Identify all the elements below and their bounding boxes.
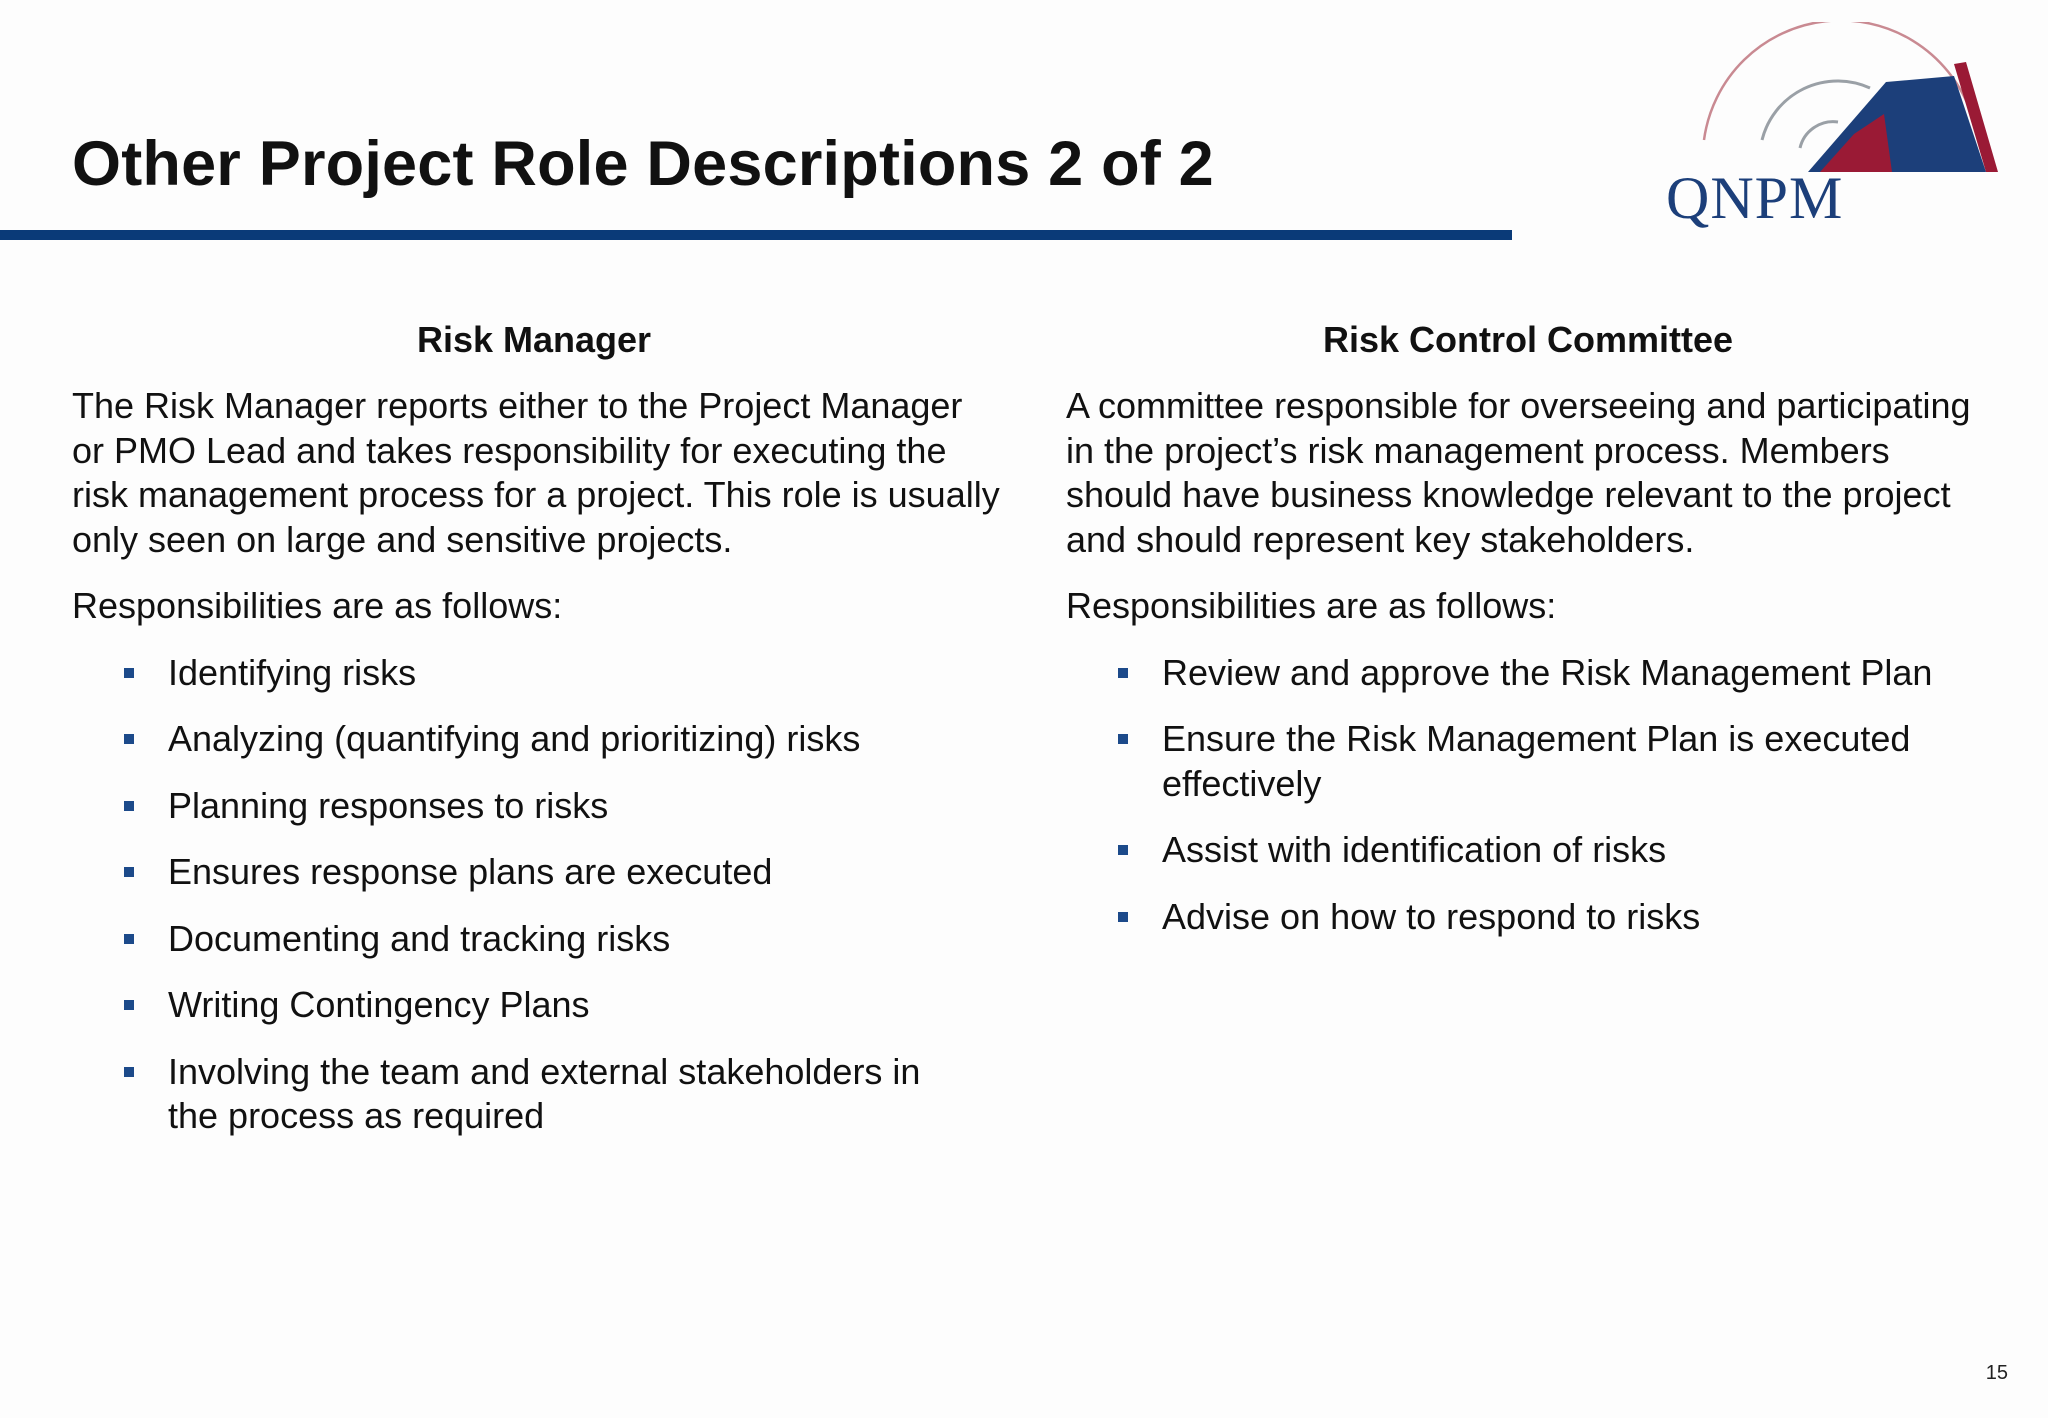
risk-manager-section: [72, 318, 1002, 1139]
list-item: [1066, 717, 1986, 806]
list-item: [1066, 895, 1986, 940]
list-item-text: Advise on how to respond to risks: [1162, 895, 1701, 937]
risk-control-committee-responsibilities-list: [1066, 651, 1986, 940]
bullet-square-icon: [124, 1000, 134, 1010]
risk-manager-responsibilities-intro: Responsibilities are as follows:: [72, 585, 563, 626]
risk-manager-responsibilities-list: [72, 651, 1002, 1139]
list-item-text: Planning responses to risks: [168, 784, 609, 826]
bullet-square-icon: [124, 934, 134, 944]
list-item: [72, 983, 1002, 1028]
list-item-text: Involving the team and external stakeholders in the process as required: [168, 1050, 921, 1136]
list-item: [72, 1050, 1002, 1139]
list-item: [72, 850, 1002, 895]
bullet-square-icon: [124, 867, 134, 877]
list-item-text: Documenting and tracking risks: [168, 917, 671, 959]
risk-manager-description: The Risk Manager reports either to the Project Manager or PMO Lead and takes responsibility for executing the risk management process for a project. This role is usually only seen on large and sensitive projects.: [72, 385, 1000, 560]
risk-control-committee-responsibilities-intro: Responsibilities are as follows:: [1066, 585, 1557, 626]
risk-control-committee-heading: Risk Control Committee: [1322, 319, 1734, 360]
bullet-square-icon: [1118, 668, 1128, 678]
risk-control-committee-description: A committee responsible for overseeing and participating in the project’s risk management process. Members should have business knowledge relevant to the project and should represent key stakeholders.: [1066, 385, 1971, 560]
list-item: [72, 717, 1002, 762]
qnpm-logo-icon: [1652, 22, 2010, 246]
list-item: [1066, 828, 1986, 873]
list-item-text: Analyzing (quantifying and prioritizing) risks: [168, 718, 861, 759]
list-item-text: Assist with identification of risks: [1162, 829, 1667, 870]
bullet-square-icon: [124, 1067, 134, 1077]
list-item: [72, 917, 1002, 962]
list-item-text: Review and approve the Risk Management Plan: [1162, 651, 1933, 693]
list-item-text: Ensures response plans are executed: [168, 851, 773, 892]
list-item-text: Writing Contingency Plans: [168, 984, 590, 1025]
logo-text: QNPM: [1666, 165, 1844, 231]
list-item: [72, 651, 1002, 696]
bullet-square-icon: [1118, 734, 1128, 744]
risk-manager-heading: Risk Manager: [416, 319, 652, 360]
risk-control-committee-section: [1066, 318, 1986, 939]
list-item-text: Identifying risks: [168, 651, 417, 693]
list-item-text: Ensure the Risk Management Plan is executed effectively: [1162, 718, 1911, 804]
slide-title: Other Project Role Descriptions 2 of 2: [72, 129, 1214, 199]
title-rule: [0, 230, 1512, 240]
page-number: 15: [1985, 1362, 2008, 1384]
bullet-square-icon: [1118, 845, 1128, 855]
list-item: [72, 784, 1002, 829]
bullet-square-icon: [124, 734, 134, 744]
bullet-square-icon: [124, 668, 134, 678]
logo: [1652, 22, 2010, 246]
bullet-square-icon: [124, 801, 134, 811]
bullet-square-icon: [1118, 912, 1128, 922]
list-item: [1066, 651, 1986, 696]
